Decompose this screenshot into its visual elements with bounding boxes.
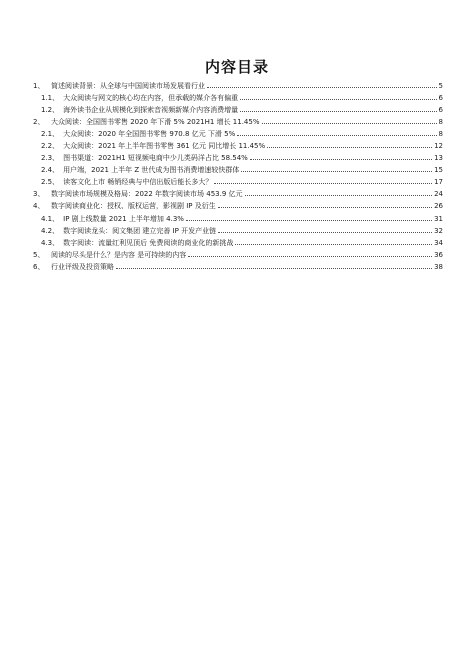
toc-entry-page-number: 17 [434,178,443,187]
toc-entry-page-number: 15 [434,166,443,175]
toc-title: 内容目录 [204,58,269,76]
toc-entry-title: 海外读书企业从规模化到探索音视频新媒介内容消费增量 [63,106,239,115]
toc-entry-title: 大众阅读：2020 年全国图书零售 970.8 亿元 下滑 5% [63,130,236,139]
toc-entry-number: 5、 [33,250,45,259]
toc-entry-title: 阅读的尽头是什么？是内容 是可持续的内容 [51,250,187,259]
toc-entry-page-number: 36 [434,250,443,259]
toc-dot-leader [188,255,432,257]
toc-dot-leader [240,110,436,112]
toc-dot-leader [240,98,436,100]
toc-entry-title: 图书渠道：2021H1 短视频电商中少儿类码洋占比 58.54% [63,154,248,163]
toc-entry-number: 6、 [33,262,45,271]
toc-entry-title: 用户端，2021 上半年 Z 世代成为图书消费增速较快群体 [63,166,240,175]
toc-entry[interactable] [33,213,443,225]
toc-entry-page-number: 12 [434,142,443,151]
toc-dot-leader [245,194,433,196]
toc-entry[interactable] [33,92,443,104]
toc-list [33,80,443,273]
toc-dot-leader [250,158,432,160]
toc-entry-page-number: 13 [434,154,443,163]
toc-entry[interactable] [33,237,443,249]
toc-dot-leader [262,122,437,124]
toc-entry-title: 数字阅读龙头：阅文集团 建立完善 IP 开发产业链 [63,226,217,235]
toc-entry-title: 数字阅读：流量红利见顶后 免费阅读的商业化的新挑战 [63,238,234,247]
toc-entry[interactable] [33,188,443,200]
toc-entry[interactable] [33,80,443,92]
toc-entry-page-number: 6 [438,106,443,115]
toc-dot-leader [237,134,436,136]
toc-dot-leader [267,146,432,148]
toc-entry[interactable] [33,164,443,176]
toc-entry-title: 数字阅读市场规模及格局：2022 年数字阅读市场 453.9 亿元 [51,190,243,199]
toc-entry-number: 1.2、 [41,106,60,115]
toc-entry[interactable] [33,140,443,152]
toc-entry-number: 2.4、 [41,166,60,175]
toc-entry[interactable] [33,249,443,261]
toc-entry-page-number: 38 [434,262,443,271]
toc-entry-title: 大众阅读与网文的核心均在内容，但承载的媒介各有偏重 [63,94,239,103]
toc-entry[interactable] [33,116,443,128]
toc-dot-leader [235,243,432,245]
toc-entry-number: 4、 [33,202,45,211]
toc-dot-leader [241,170,432,172]
toc-entry-title: 大众阅读：全国图书零售 2020 年下滑 5% 2021H1 增长 11.45% [51,118,260,127]
toc-entry-number: 1、 [33,82,45,90]
toc-entry-number: 4.2、 [41,226,60,235]
toc-entry-title: 读客文化上市 畅销经典与中信出版后能长多大？ [63,178,213,187]
toc-entry-title: 简述阅读背景：从全球与中国阅读市场发展看行业 [51,82,205,90]
toc-entry-page-number: 32 [434,226,443,235]
toc-entry-title: IP 剧上线数量 2021 上半年增加 4.3% [63,214,184,223]
toc-entry-number: 1.1、 [41,94,60,103]
toc-dot-leader [207,86,437,88]
toc-entry[interactable] [33,104,443,116]
toc-entry-page-number: 5 [438,82,443,90]
toc-entry-page-number: 31 [434,214,443,223]
toc-entry-page-number: 8 [438,130,443,139]
toc-entry-number: 2.5、 [41,178,60,187]
toc-entry-title: 数字阅读商业化：授权、版权运营，影视剧 IP 及衍生 [51,202,216,211]
toc-entry-page-number: 24 [434,190,443,199]
toc-entry-page-number: 6 [438,94,443,103]
toc-entry-number: 3、 [33,190,45,199]
toc-entry-title: 行业评级及投资策略 [51,262,114,271]
toc-entry-number: 2.1、 [41,130,60,139]
toc-dot-leader [186,219,432,221]
toc-entry-number: 2、 [33,118,45,127]
toc-entry-number: 2.2、 [41,142,60,151]
toc-entry-number: 4.3、 [41,238,60,247]
toc-entry-number: 4.1、 [41,214,60,223]
toc-entry-title: 大众阅读：2021 年上半年图书零售 361 亿元 同比增长 11.45% [63,142,266,151]
toc-dot-leader [218,231,432,233]
toc-entry[interactable] [33,152,443,164]
toc-entry[interactable] [33,200,443,212]
toc-dot-leader [214,182,432,184]
toc-entry-page-number: 34 [434,238,443,247]
toc-entry[interactable] [33,176,443,188]
toc-entry[interactable] [33,225,443,237]
toc-entry[interactable] [33,128,443,140]
toc-entry-number: 2.3、 [41,154,60,163]
toc-dot-leader [218,206,432,208]
toc-entry-page-number: 26 [434,202,443,211]
toc-dot-leader [116,267,432,269]
toc-entry[interactable] [33,261,443,273]
toc-entry-page-number: 8 [438,118,443,127]
